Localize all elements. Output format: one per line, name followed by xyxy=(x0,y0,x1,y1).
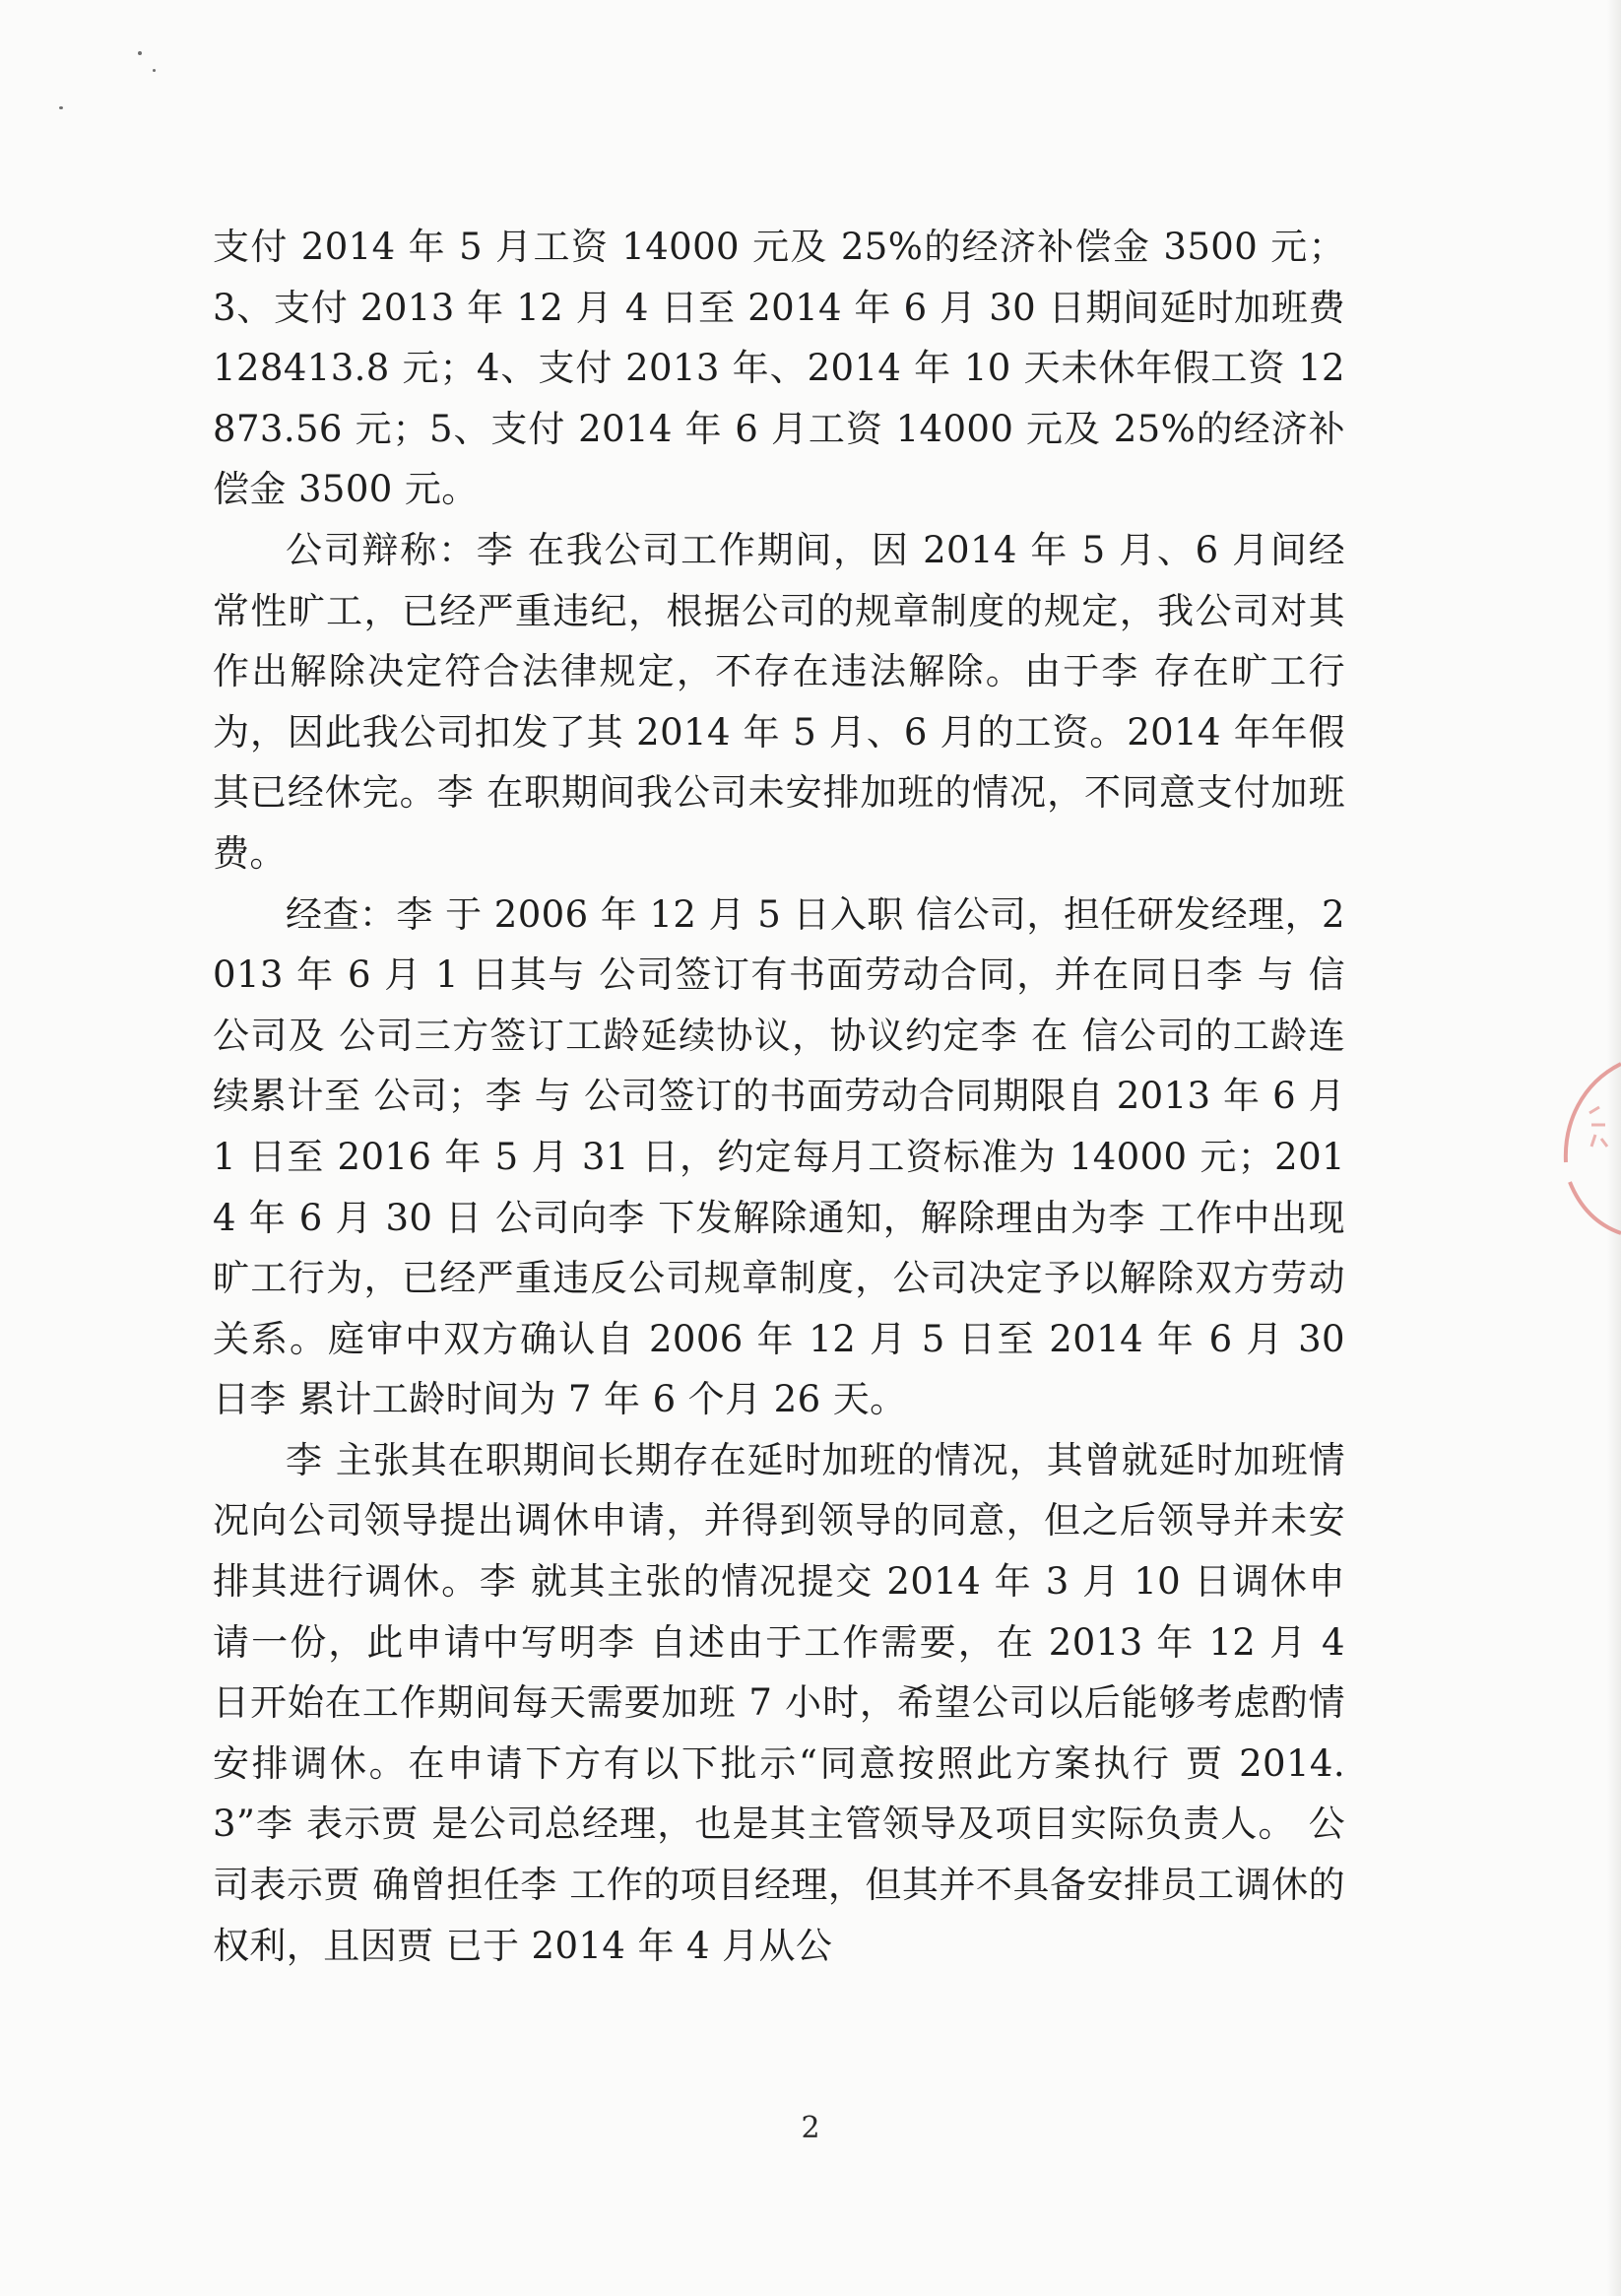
paragraph-overtime-claim: 李 主张其在职期间长期存在延时加班的情况，其曾就延时加班情况向公司领导提出调休申请，并得到领导的同意，但之后领导并未安排其进行调休。李 就其主张的情况提交 2014 年 3 月 10 日调休申请一份，此申请中写明李 自述由于工作需要，在 2013 年 12 月 4 日开始在工作期间每天需要加班 7 小时，希望公司以后能够考虑酌情安排调休。在申请下方有以下批示“同意按照此方案执行 贾 2014.3”李 表示贾 是公司总经理，也是其主管领导及项目实际负责人。 公司表示贾 确曾担任李 工作的项目经理，但其并不具备安排员工调休的权利，且因贾 已于 2014 年 4 月从公 xyxy=(213,1438,1345,1967)
scan-speck xyxy=(153,69,156,72)
scan-speck xyxy=(138,51,142,55)
document-body xyxy=(213,217,1345,1976)
scan-speck xyxy=(59,106,63,109)
paragraph-findings: 经查：李 于 2006 年 12 月 5 日入职 信公司，担任研发经理，2013 年 6 月 1 日其与 公司签订有书面劳动合同，并在同日李 与 信公司及 公司三方签订工龄延续协议，协议约定李 在 信公司的工龄连续累计至 公司；李 与 公司签订的书面劳动合同期限自 2013 年 6 月 1 日至 2016 年 5 月 31 日，约定每月工资标准为 14000 元；2014 年 6 月 30 日 公司向李 下发解除通知，解除理由为李 工作中出现旷工行为，已经严重违反公司规章制度，公司决定予以解除双方劳动关系。庭审中双方确认自 2006 年 12 月 5 日至 2014 年 6 月 30 日李 累计工龄时间为 7 年 6 个月 26 天。 xyxy=(213,892,1345,1421)
page-number: 2 xyxy=(801,2111,820,2145)
seal-fragment xyxy=(1552,1054,1621,1241)
paragraph-defense: 公司辩称：李 在我公司工作期间，因 2014 年 5 月、6 月间经常性旷工，已经严重违纪，根据公司的规章制度的规定，我公司对其作出解除决定符合法律规定，不存在违法解除。由于李 存在旷工行为，因此我公司扣发了其 2014 年 5 月、6 月的工资。2014 年年假其已经休完。李 在职期间我公司未安排加班的情况，不同意支付加班费。 xyxy=(213,528,1345,875)
paragraph-claims-continued: 支付 2014 年 5 月工资 14000 元及 25%的经济补偿金 3500 元；3、支付 2013 年 12 月 4 日至 2014 年 6 月 30 日期间延时加班费 128413.8 元；4、支付 2013 年、2014 年 10 天未休年假工资 12873.56 元；5、支付 2014 年 6 月工资 14000 元及 25%的经济补偿金 3500 元。 xyxy=(213,226,1345,511)
